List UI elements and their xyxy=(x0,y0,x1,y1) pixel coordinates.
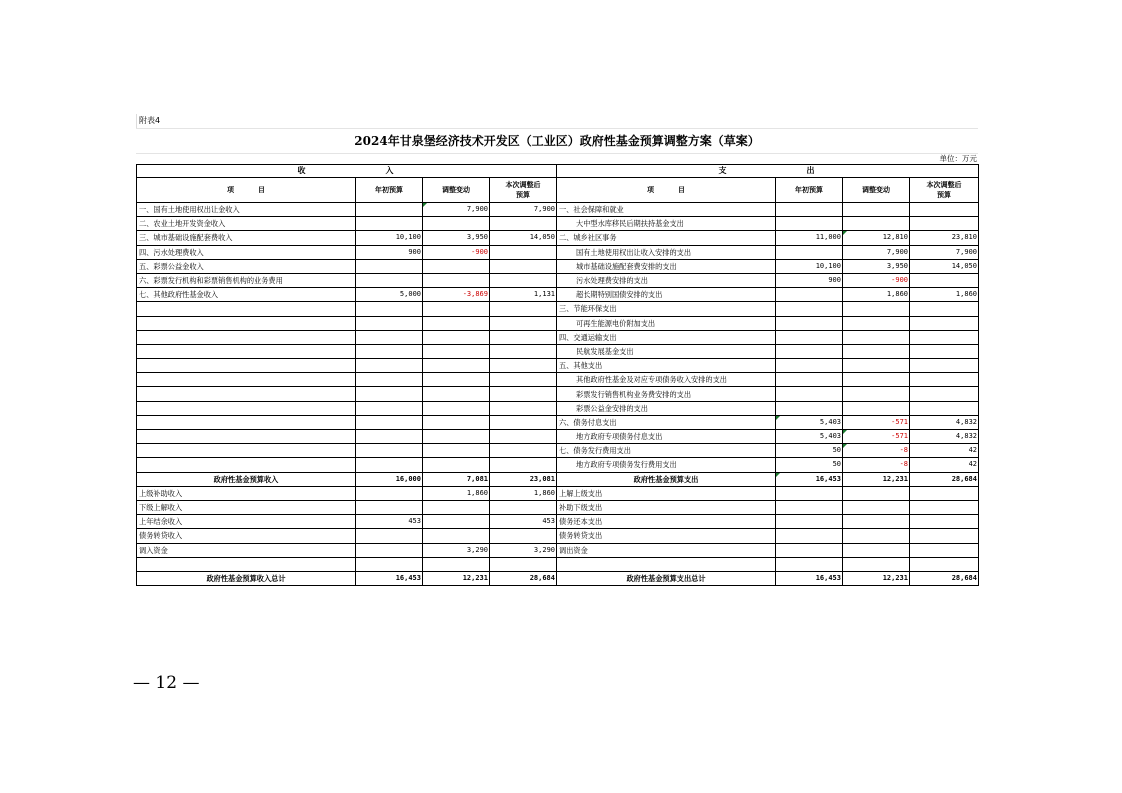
expense-item-cell: 地方政府专项债务发行费用支出 xyxy=(557,458,776,472)
expense-value-cell: 50 xyxy=(776,458,843,472)
expense-value-cell: 16,453 xyxy=(776,472,843,486)
income-item-cell xyxy=(137,316,356,330)
expense-value-cell xyxy=(843,401,910,415)
col-header-income-item: 项 目 xyxy=(137,178,356,203)
table-row xyxy=(137,486,979,500)
table-row xyxy=(137,288,979,302)
income-item-cell: 七、其他政府性基金收入 xyxy=(137,288,356,302)
income-value-cell xyxy=(356,359,423,373)
expense-value-cell xyxy=(776,387,843,401)
expense-item-cell: 超长期特别国债安排的支出 xyxy=(557,288,776,302)
table-row xyxy=(137,387,979,401)
income-value-cell xyxy=(490,500,557,514)
income-value-cell: 7,900 xyxy=(490,203,557,217)
expense-item-cell: 债务转贷支出 xyxy=(557,529,776,543)
expense-item-cell: 五、其他支出 xyxy=(557,359,776,373)
income-value-cell xyxy=(356,458,423,472)
income-value-cell: 28,684 xyxy=(490,571,557,585)
expense-value-cell: 11,000 xyxy=(776,231,843,245)
income-value-cell: 453 xyxy=(490,515,557,529)
income-item-cell: 政府性基金预算收入 xyxy=(137,472,356,486)
expense-item-cell: 政府性基金预算支出 xyxy=(557,472,776,486)
income-value-cell xyxy=(356,217,423,231)
section-header-row xyxy=(137,165,979,178)
expense-value-cell xyxy=(776,330,843,344)
income-value-cell xyxy=(423,302,490,316)
income-value-cell xyxy=(423,344,490,358)
expense-value-cell xyxy=(910,401,979,415)
page-number: — 12 — xyxy=(133,673,200,693)
expense-value-cell: 28,684 xyxy=(910,571,979,585)
income-value-cell: 3,290 xyxy=(423,543,490,557)
income-value-cell xyxy=(423,515,490,529)
expense-value-cell: 28,684 xyxy=(910,472,979,486)
expense-value-cell xyxy=(776,359,843,373)
income-value-cell: 3,950 xyxy=(423,231,490,245)
attachment-label: 附表4 xyxy=(136,114,978,128)
income-value-cell xyxy=(423,529,490,543)
income-value-cell xyxy=(423,401,490,415)
table-row xyxy=(137,373,979,387)
col-header-income-adjusted: 本次调整后 预算 xyxy=(490,178,557,203)
income-value-cell xyxy=(356,500,423,514)
expense-value-cell xyxy=(843,330,910,344)
income-value-cell xyxy=(423,444,490,458)
income-item-cell xyxy=(137,344,356,358)
table-row xyxy=(137,359,979,373)
expense-item-cell: 六、债务付息支出 xyxy=(557,415,776,429)
column-header-row xyxy=(137,178,979,203)
income-value-cell xyxy=(490,330,557,344)
expense-item-cell: 三、节能环保支出 xyxy=(557,302,776,316)
table-row xyxy=(137,500,979,514)
expense-value-cell xyxy=(910,316,979,330)
expense-value-cell xyxy=(910,387,979,401)
income-value-cell xyxy=(423,373,490,387)
expense-value-cell xyxy=(910,359,979,373)
expense-item-cell: 二、城乡社区事务 xyxy=(557,231,776,245)
table-row xyxy=(137,259,979,273)
income-value-cell xyxy=(423,387,490,401)
expense-value-cell: 1,860 xyxy=(843,288,910,302)
table-row xyxy=(137,231,979,245)
table-row xyxy=(137,401,979,415)
grand-total-row xyxy=(137,571,979,585)
income-item-cell: 四、污水处理费收入 xyxy=(137,245,356,259)
expense-value-cell: -900 xyxy=(843,273,910,287)
expense-value-cell xyxy=(843,316,910,330)
expense-item-cell: 国有土地使用权出让收入安排的支出 xyxy=(557,245,776,259)
income-value-cell xyxy=(490,273,557,287)
col-header-income-initial: 年初预算 xyxy=(356,178,423,203)
expense-value-cell xyxy=(910,302,979,316)
income-value-cell: 1,860 xyxy=(423,486,490,500)
income-value-cell xyxy=(423,557,490,571)
income-value-cell: 12,231 xyxy=(423,571,490,585)
expense-value-cell xyxy=(910,486,979,500)
expense-value-cell xyxy=(776,302,843,316)
income-item-cell xyxy=(137,458,356,472)
expense-item-cell: 民航发展基金支出 xyxy=(557,344,776,358)
income-value-cell: 1,131 xyxy=(490,288,557,302)
income-value-cell xyxy=(423,330,490,344)
page-title: 2024年甘泉堡经济技术开发区（工业区）政府性基金预算调整方案（草案） xyxy=(136,128,978,154)
income-value-cell xyxy=(356,444,423,458)
expense-value-cell xyxy=(776,543,843,557)
income-value-cell xyxy=(423,500,490,514)
income-value-cell: 16,000 xyxy=(356,472,423,486)
expense-value-cell xyxy=(910,344,979,358)
expense-item-cell: 彩票发行销售机构业务费安排的支出 xyxy=(557,387,776,401)
table-row xyxy=(137,273,979,287)
income-item-cell: 上级补助收入 xyxy=(137,486,356,500)
expense-value-cell xyxy=(910,529,979,543)
income-item-cell: 五、彩票公益金收入 xyxy=(137,259,356,273)
income-item-cell xyxy=(137,302,356,316)
expense-value-cell: -571 xyxy=(843,430,910,444)
income-item-cell: 二、农业土地开发资金收入 xyxy=(137,217,356,231)
table-row xyxy=(137,203,979,217)
income-value-cell: 5,000 xyxy=(356,288,423,302)
income-value-cell xyxy=(423,415,490,429)
income-value-cell xyxy=(490,259,557,273)
table-row xyxy=(137,217,979,231)
income-item-cell: 调入资金 xyxy=(137,543,356,557)
income-item-cell xyxy=(137,415,356,429)
expense-value-cell xyxy=(776,500,843,514)
income-value-cell xyxy=(490,401,557,415)
income-value-cell xyxy=(356,273,423,287)
expense-item-cell: 补助下级支出 xyxy=(557,500,776,514)
expense-value-cell xyxy=(910,330,979,344)
income-value-cell xyxy=(356,316,423,330)
expense-item-cell: 七、债务发行费用支出 xyxy=(557,444,776,458)
expense-value-cell xyxy=(843,373,910,387)
expense-value-cell: 12,231 xyxy=(843,472,910,486)
expense-item-cell: 地方政府专项债务付息支出 xyxy=(557,430,776,444)
expense-value-cell xyxy=(843,344,910,358)
expense-value-cell: 14,050 xyxy=(910,259,979,273)
col-header-income-change: 调整变动 xyxy=(423,178,490,203)
expense-value-cell: 7,900 xyxy=(843,245,910,259)
expense-value-cell: 7,900 xyxy=(910,245,979,259)
income-value-cell xyxy=(490,444,557,458)
income-value-cell: 1,860 xyxy=(490,486,557,500)
expense-value-cell xyxy=(776,245,843,259)
income-value-cell: 7,900 xyxy=(423,203,490,217)
income-value-cell: -3,869 xyxy=(423,288,490,302)
income-value-cell xyxy=(490,557,557,571)
expense-item-cell: 污水处理费安排的支出 xyxy=(557,273,776,287)
income-value-cell xyxy=(423,359,490,373)
expense-value-cell xyxy=(776,203,843,217)
table-row xyxy=(137,557,979,571)
income-value-cell xyxy=(356,302,423,316)
expense-value-cell xyxy=(843,515,910,529)
income-value-cell xyxy=(490,316,557,330)
income-value-cell xyxy=(356,415,423,429)
expense-value-cell: 23,810 xyxy=(910,231,979,245)
income-item-cell: 下级上解收入 xyxy=(137,500,356,514)
income-item-cell: 三、城市基础设施配套费收入 xyxy=(137,231,356,245)
table-row xyxy=(137,458,979,472)
table-row xyxy=(137,515,979,529)
expense-value-cell xyxy=(776,401,843,415)
expense-item-cell: 上解上级支出 xyxy=(557,486,776,500)
income-value-cell xyxy=(490,302,557,316)
expense-value-cell: 900 xyxy=(776,273,843,287)
expense-value-cell xyxy=(910,500,979,514)
income-item-cell: 政府性基金预算收入总计 xyxy=(137,571,356,585)
income-value-cell xyxy=(356,401,423,415)
income-value-cell: 3,290 xyxy=(490,543,557,557)
expense-value-cell xyxy=(910,203,979,217)
income-value-cell xyxy=(490,430,557,444)
expense-value-cell: 12,231 xyxy=(843,571,910,585)
income-value-cell: 7,081 xyxy=(423,472,490,486)
expense-value-cell xyxy=(776,288,843,302)
income-value-cell xyxy=(490,387,557,401)
income-value-cell xyxy=(356,387,423,401)
income-value-cell: 23,081 xyxy=(490,472,557,486)
expense-value-cell xyxy=(843,486,910,500)
expense-value-cell xyxy=(910,373,979,387)
income-item-cell xyxy=(137,330,356,344)
expense-item-cell: 城市基础设施配套费安排的支出 xyxy=(557,259,776,273)
expense-value-cell xyxy=(910,217,979,231)
expense-value-cell: 4,832 xyxy=(910,415,979,429)
income-item-cell: 债务转贷收入 xyxy=(137,529,356,543)
expense-value-cell xyxy=(776,486,843,500)
income-item-cell xyxy=(137,430,356,444)
table-row xyxy=(137,245,979,259)
income-value-cell: 453 xyxy=(356,515,423,529)
expense-item-cell: 四、交通运输支出 xyxy=(557,330,776,344)
income-value-cell xyxy=(356,203,423,217)
expense-value-cell xyxy=(776,557,843,571)
col-header-expense-adjusted: 本次调整后 预算 xyxy=(910,178,979,203)
spreadsheet-page xyxy=(136,114,978,586)
income-value-cell xyxy=(423,430,490,444)
expense-value-cell xyxy=(776,515,843,529)
expense-item-cell: 彩票公益金安排的支出 xyxy=(557,401,776,415)
expense-value-cell xyxy=(910,515,979,529)
expense-value-cell xyxy=(910,273,979,287)
expense-value-cell: 50 xyxy=(776,444,843,458)
income-value-cell xyxy=(490,344,557,358)
expense-value-cell xyxy=(776,217,843,231)
expense-item-cell: 可再生能源电价附加支出 xyxy=(557,316,776,330)
unit-label: 单位：万元 xyxy=(939,154,977,163)
expense-value-cell: -8 xyxy=(843,444,910,458)
expense-value-cell xyxy=(843,203,910,217)
expense-value-cell xyxy=(843,217,910,231)
income-value-cell xyxy=(356,344,423,358)
expense-value-cell xyxy=(776,344,843,358)
income-item-cell: 六、彩票发行机构和彩票销售机构的业务费用 xyxy=(137,273,356,287)
income-value-cell xyxy=(356,543,423,557)
table-row xyxy=(137,415,979,429)
income-value-cell xyxy=(423,217,490,231)
income-value-cell: 10,100 xyxy=(356,231,423,245)
expense-item-cell: 大中型水库移民后期扶持基金支出 xyxy=(557,217,776,231)
income-value-cell xyxy=(490,245,557,259)
income-item-cell: 上年结余收入 xyxy=(137,515,356,529)
expense-item-cell: 调出资金 xyxy=(557,543,776,557)
expense-value-cell xyxy=(776,316,843,330)
income-item-cell xyxy=(137,373,356,387)
table-row xyxy=(137,543,979,557)
income-value-cell xyxy=(356,557,423,571)
table-row xyxy=(137,302,979,316)
expense-value-cell xyxy=(843,302,910,316)
col-header-expense-change: 调整变动 xyxy=(843,178,910,203)
expense-value-cell: 5,403 xyxy=(776,415,843,429)
income-value-cell: 900 xyxy=(356,245,423,259)
expense-value-cell xyxy=(776,529,843,543)
expense-value-cell: 16,453 xyxy=(776,571,843,585)
income-value-cell: 16,453 xyxy=(356,571,423,585)
expense-value-cell xyxy=(843,359,910,373)
expense-item-cell: 一、社会保障和就业 xyxy=(557,203,776,217)
expense-value-cell: 10,100 xyxy=(776,259,843,273)
expense-value-cell: 12,810 xyxy=(843,231,910,245)
income-value-cell xyxy=(356,430,423,444)
income-value-cell xyxy=(490,415,557,429)
expense-value-cell xyxy=(843,557,910,571)
table-row xyxy=(137,444,979,458)
subtotal-row xyxy=(137,472,979,486)
income-value-cell xyxy=(490,458,557,472)
income-value-cell xyxy=(356,529,423,543)
expense-section-header: 支 出 xyxy=(557,165,979,178)
expense-value-cell: 3,950 xyxy=(843,259,910,273)
income-value-cell xyxy=(423,316,490,330)
income-item-cell xyxy=(137,387,356,401)
budget-table xyxy=(136,164,979,586)
income-value-cell xyxy=(490,373,557,387)
income-value-cell xyxy=(356,330,423,344)
income-item-cell xyxy=(137,401,356,415)
income-value-cell xyxy=(490,359,557,373)
income-value-cell xyxy=(490,529,557,543)
table-row xyxy=(137,316,979,330)
income-item-cell xyxy=(137,444,356,458)
income-value-cell: -900 xyxy=(423,245,490,259)
expense-item-cell xyxy=(557,557,776,571)
expense-value-cell: -8 xyxy=(843,458,910,472)
expense-value-cell: 42 xyxy=(910,444,979,458)
expense-item-cell: 其他政府性基金及对应专项债务收入安排的支出 xyxy=(557,373,776,387)
expense-value-cell xyxy=(776,373,843,387)
income-value-cell xyxy=(423,273,490,287)
income-item-cell xyxy=(137,359,356,373)
table-row xyxy=(137,529,979,543)
expense-item-cell: 政府性基金预算支出总计 xyxy=(557,571,776,585)
col-header-expense-item: 项 目 xyxy=(557,178,776,203)
expense-value-cell: 4,832 xyxy=(910,430,979,444)
expense-value-cell xyxy=(843,529,910,543)
expense-value-cell: -571 xyxy=(843,415,910,429)
table-row xyxy=(137,430,979,444)
income-value-cell: 14,050 xyxy=(490,231,557,245)
income-value-cell xyxy=(356,259,423,273)
expense-value-cell xyxy=(843,543,910,557)
expense-value-cell xyxy=(843,387,910,401)
income-value-cell xyxy=(423,458,490,472)
expense-value-cell xyxy=(910,543,979,557)
table-row xyxy=(137,330,979,344)
income-value-cell xyxy=(356,373,423,387)
income-section-header: 收 入 xyxy=(137,165,557,178)
expense-value-cell: 5,403 xyxy=(776,430,843,444)
col-header-expense-initial: 年初预算 xyxy=(776,178,843,203)
income-item-cell xyxy=(137,557,356,571)
expense-value-cell: 1,860 xyxy=(910,288,979,302)
income-item-cell: 一、国有土地使用权出让金收入 xyxy=(137,203,356,217)
income-value-cell xyxy=(490,217,557,231)
income-value-cell xyxy=(356,486,423,500)
expense-value-cell xyxy=(843,500,910,514)
income-value-cell xyxy=(423,259,490,273)
table-row xyxy=(137,344,979,358)
expense-value-cell: 42 xyxy=(910,458,979,472)
expense-value-cell xyxy=(910,557,979,571)
expense-item-cell: 债务还本支出 xyxy=(557,515,776,529)
